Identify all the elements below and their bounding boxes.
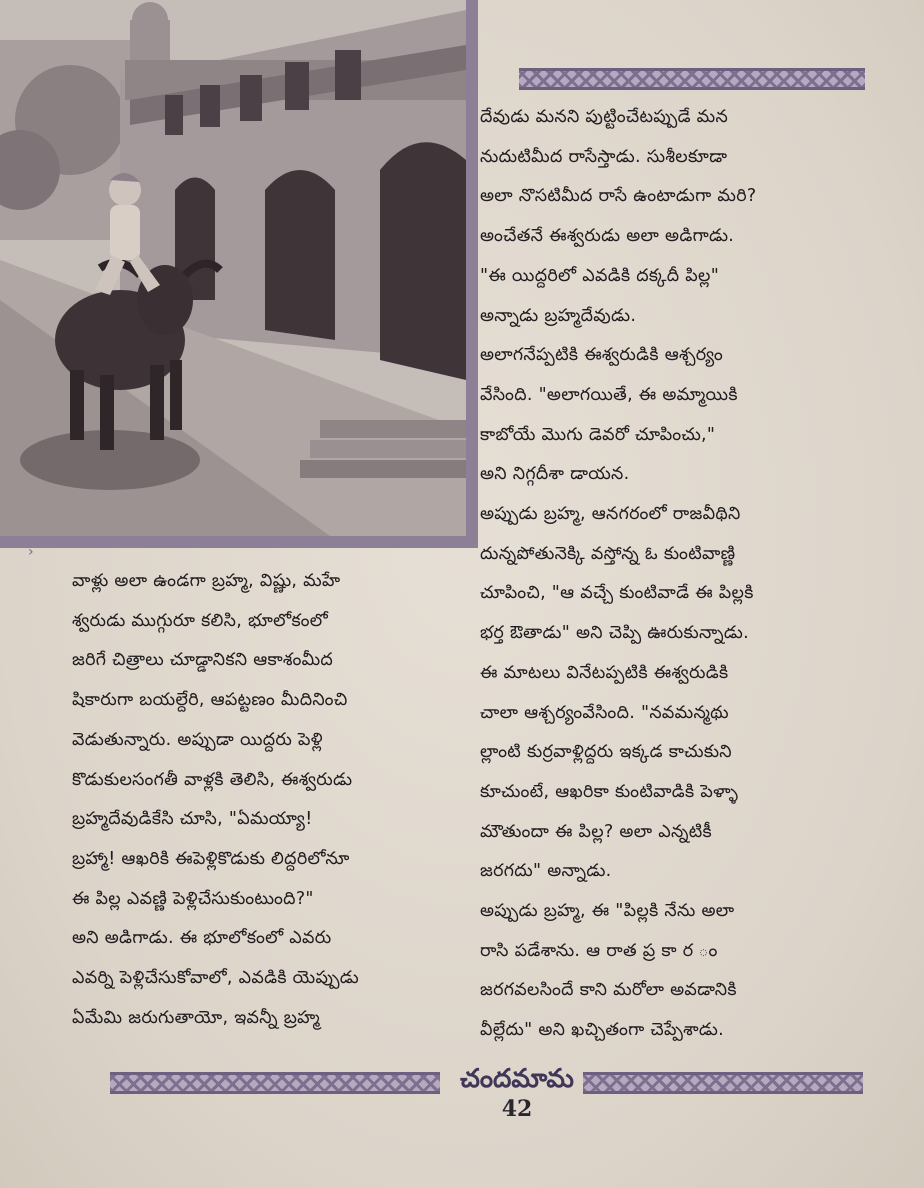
- illustration: [0, 0, 466, 536]
- text-line: అన్నాడు బ్రహ్మదేవుడు.: [480, 305, 637, 326]
- magazine-title: చందమామ: [460, 1064, 574, 1094]
- text-line: అంచేతనే ఈశ్వరుడు అలా అడిగాడు.: [480, 226, 735, 247]
- text-line: వీల్లేదు" అని ఖచ్చితంగా చెప్పేశాడు.: [480, 1020, 725, 1041]
- text-line: జరగవలసిందే కాని మరోలా అవడానికి: [480, 980, 737, 1001]
- text-line: వెడుతున్నారు. అప్పుడా యిద్దరు పెళ్లి: [72, 729, 323, 750]
- text-line: "ఈ యిద్దరిలో ఎవడికి దక్కదీ పిల్ల": [480, 265, 720, 286]
- text-line: చాలా ఆశ్చర్యంవేసింది. "నవమన్మథు: [480, 702, 729, 723]
- text-line: ఏమేమి జరుగుతాయో, ఇవన్నీ బ్రహ్మ: [72, 1007, 320, 1028]
- text-line: దున్నపోతునెక్కి వస్తోన్న ఓ కుంటివాణ్ణి: [480, 543, 736, 564]
- text-line: ల్లాంటి కుర్రవాళ్లిద్దరు ఇక్కడ కాచుకుని: [480, 742, 732, 763]
- ornament-border-bottom-right: [583, 1072, 863, 1094]
- ornament-border-bottom-left: [110, 1072, 440, 1094]
- text-line: ఎవర్ని పెళ్లిచేసుకోవాలో, ఎవడికి యెప్పుడు: [72, 968, 360, 989]
- text-line: కొడుకులసంగతీ వాళ్లకి తెలిసి, ఈశ్వరుడు: [72, 769, 353, 790]
- ornament-border-top: [519, 68, 865, 90]
- text-line: నుదుటిమీద రాసేస్తాడు. సుశీలకూడా: [480, 146, 728, 167]
- text-line: అలా నొసటిమీద రాసే ఉంటాడుగా మరి?: [480, 186, 757, 207]
- text-line: వాళ్లు అలా ఉండగా బ్రహ్మ, విష్ణు, మహే: [72, 571, 341, 591]
- text-line: కాబోయే మొగు డెవరో చూపించు,": [480, 424, 716, 445]
- text-line: ఈ మాటలు వినేటప్పటికి ఈశ్వరుడికి: [480, 662, 729, 683]
- text-line: చూపించి, "ఆ వచ్చే కుంటివాడే ఈ పిల్లకి: [480, 583, 754, 604]
- margin-mark: ›: [28, 544, 34, 560]
- text-line: మౌతుందా ఈ పిల్ల? అలా ఎన్నటికీ: [480, 821, 712, 842]
- page-number: 42: [501, 1096, 533, 1122]
- text-line: అని నిగ్గదీశా డాయన.: [480, 464, 630, 485]
- text-line: శ్వరుడు ముగ్గురూ కలిసి, భూలోకంలో: [72, 610, 329, 631]
- right-text-column: [480, 98, 900, 1051]
- text-line: అని అడిగాడు. ఈ భూలోకంలో ఎవరు: [72, 928, 332, 949]
- text-line: కూచుంటే, ఆఖరికా కుంటివాడికి పెళ్ళా: [480, 781, 739, 802]
- text-line: అలాగనేప్పటికి ఈశ్వరుడికి ఆశ్చర్యం: [480, 345, 723, 366]
- text-line: బ్రహ్మదేవుడికేసి చూసి, "ఏమయ్యా!: [72, 809, 313, 830]
- text-line: జరిగే చిత్రాలు చూడ్డానికని ఆకాశంమీద: [72, 650, 334, 671]
- text-line: అప్పుడు బ్రహ్మ, ఆనగరంలో రాజవీథిని: [480, 504, 741, 525]
- text-line: బ్రహ్మా! ఆఖరికి ఈపెళ్లికొడుకు లిద్దరిలోనూ: [72, 848, 350, 869]
- text-line: ఈ పిల్ల ఎవణ్ణి పెళ్లిచేసుకుంటుంది?": [72, 888, 314, 909]
- illustration-frame: [0, 0, 478, 548]
- text-line: అప్పుడు బ్రహ్మ, ఈ "పిల్లకి నేను అలా: [480, 901, 735, 922]
- scene-icon: [0, 0, 466, 536]
- text-line: జరగదు" అన్నాడు.: [480, 861, 612, 882]
- text-line: రాసి పడేశాను. ఆ రాత ప్ర కా ర ం: [480, 940, 718, 961]
- left-text-column: [72, 562, 492, 1038]
- text-line: భర్త ఔతాడు" అని చెప్పి ఊరుకున్నాడు.: [480, 623, 750, 644]
- text-line: వేసింది. "అలాగయితే, ఈ అమ్మాయికి: [480, 384, 738, 405]
- text-line: షికారుగా బయల్దేరి, ఆపట్టణం మీదినించి: [72, 690, 348, 711]
- text-line: దేవుడు మనని పుట్టించేటప్పుడే మన: [480, 107, 729, 127]
